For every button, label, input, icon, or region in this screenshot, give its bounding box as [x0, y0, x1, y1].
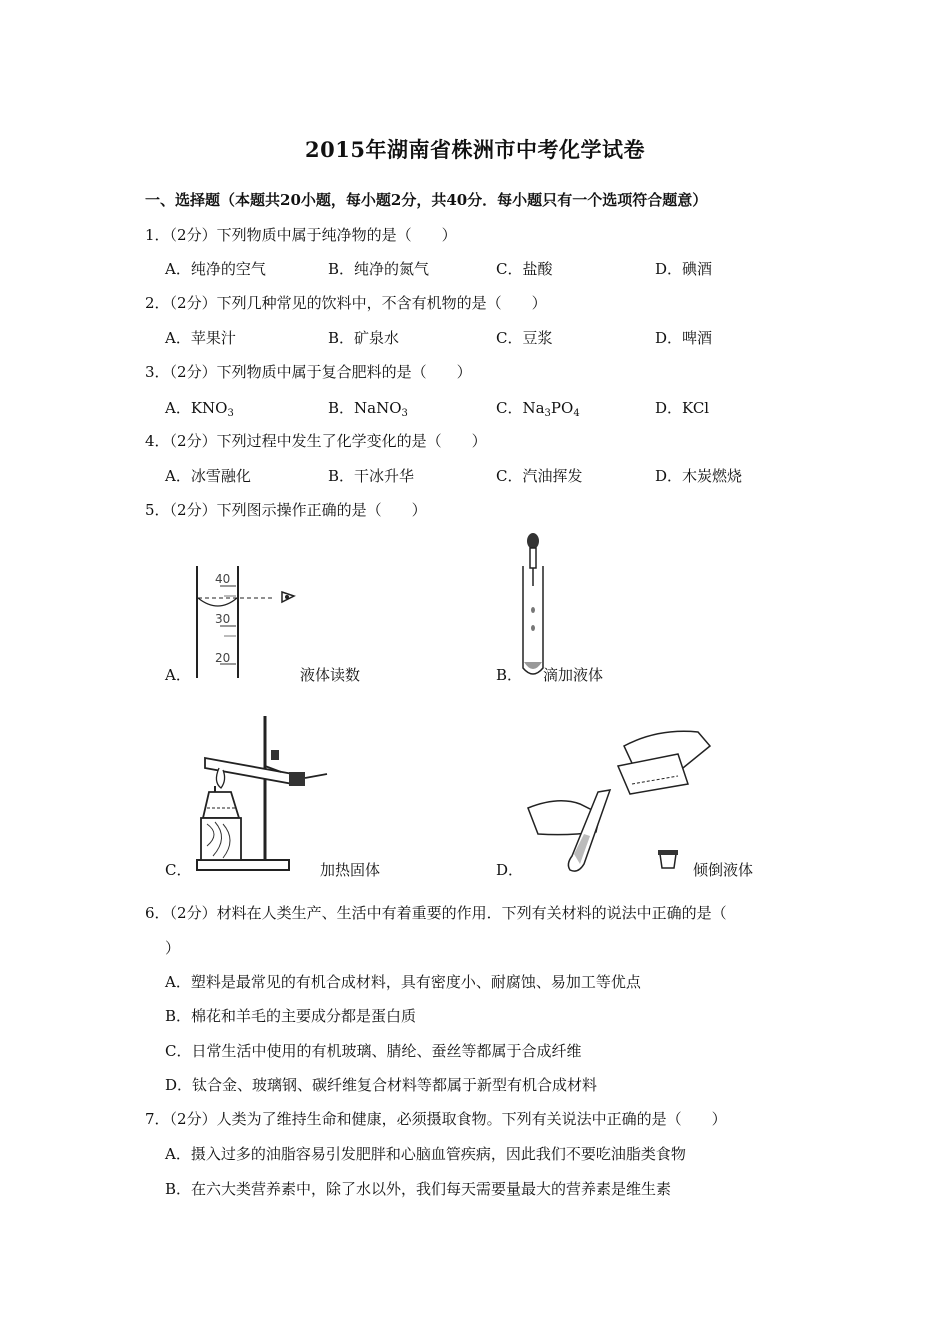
question-5-option-b-label: 滴加液体: [543, 666, 604, 684]
pouring-liquid-figure: [528, 724, 723, 876]
question-5-option-c: C．: [165, 861, 192, 879]
bottle-stopper-icon: [660, 854, 676, 868]
question-3-option-a: A．$KNO_3$: [165, 399, 234, 419]
question-6-option-d: D．钛合金、玻璃钢、碳纤维复合材料等都属于新型有机合成材料: [165, 1076, 598, 1094]
question-5-option-a: A．: [165, 666, 191, 684]
cylinder-tick-40: 40: [215, 572, 231, 586]
question-3-option-c: C．$Na_3PO_4$: [496, 399, 580, 419]
question-5-option-c-label: 加热固体: [320, 861, 381, 879]
question-6-option-a: A．塑料是最常见的有机合成材料，具有密度小、耐腐蚀、易加工等优点: [165, 973, 641, 991]
question-7-option-b: B．在六大类营养素中，除了水以外，我们每天需要量最大的营养素是维生素: [165, 1180, 672, 1198]
question-5-option-d-label: 倾倒液体: [693, 861, 754, 879]
question-4-option-b: B．干冰升华: [328, 467, 415, 485]
question-1-option-d: D．碘酒: [655, 260, 713, 278]
question-1-stem: 1．（2分）下列物质中属于纯净物的是（ ）: [145, 226, 457, 244]
question-3-option-d: D．KCl: [655, 399, 710, 417]
question-2-option-c: C．豆浆: [496, 329, 553, 347]
question-5-option-d: D．: [496, 861, 524, 879]
dropper-test-tube-figure: [515, 530, 555, 680]
question-2-option-d: D．啤酒: [655, 329, 713, 347]
question-4-option-c: C．汽油挥发: [496, 467, 583, 485]
question-1-option-a: A．纯净的空气: [165, 260, 266, 278]
question-6-stem: 6．（2分）材料在人类生产、生活中有着重要的作用．下列有关材料的说法中正确的是（: [145, 904, 727, 922]
question-5-option-a-label: 液体读数: [300, 666, 361, 684]
question-1-option-b: B．纯净的氮气: [328, 260, 430, 278]
question-4-stem: 4．（2分）下列过程中发生了化学变化的是（ ）: [145, 432, 487, 450]
question-4-option-a: A．冰雪融化: [165, 467, 251, 485]
question-1-option-c: C．盐酸: [496, 260, 553, 278]
question-6-option-c: C．日常生活中使用的有机玻璃、腈纶、蚕丝等都属于合成纤维: [165, 1042, 582, 1060]
question-7-option-a: A．摄入过多的油脂容易引发肥胖和心脑血管疾病，因此我们不要吃油脂类食物: [165, 1145, 686, 1163]
question-7-stem: 7．（2分）人类为了维持生命和健康，必须摄取食物。下列有关说法中正确的是（ ）: [145, 1110, 727, 1128]
page-title: 2015年湖南省株洲市中考化学试卷: [305, 137, 645, 162]
question-3-option-b: B．NaNO$_3$: [328, 399, 408, 419]
cylinder-tick-30: 30: [215, 612, 231, 626]
cylinder-tick-20: 20: [215, 651, 231, 665]
question-6-option-b: B．棉花和羊毛的主要成分都是蛋白质: [165, 1007, 417, 1025]
question-5-stem: 5．（2分）下列图示操作正确的是（ ）: [145, 501, 427, 519]
section-heading: 一、选择题（本题共20小题，每小题2分，共40分．每小题只有一个选项符合题意）: [145, 191, 708, 209]
question-3-stem: 3．（2分）下列物质中属于复合肥料的是（ ）: [145, 363, 472, 381]
question-4-option-d: D．木炭燃烧: [655, 467, 743, 485]
question-2-option-a: A．苹果汁: [165, 329, 236, 347]
question-5-option-b: B．: [496, 666, 523, 684]
question-6-stem-end: ）: [165, 939, 181, 957]
question-2-option-b: B．矿泉水: [328, 329, 400, 347]
question-2-stem: 2．（2分）下列几种常见的饮料中，不含有机物的是（ ）: [145, 294, 547, 312]
graduated-cylinder-figure: [190, 562, 305, 680]
heating-apparatus-figure: [193, 714, 353, 878]
